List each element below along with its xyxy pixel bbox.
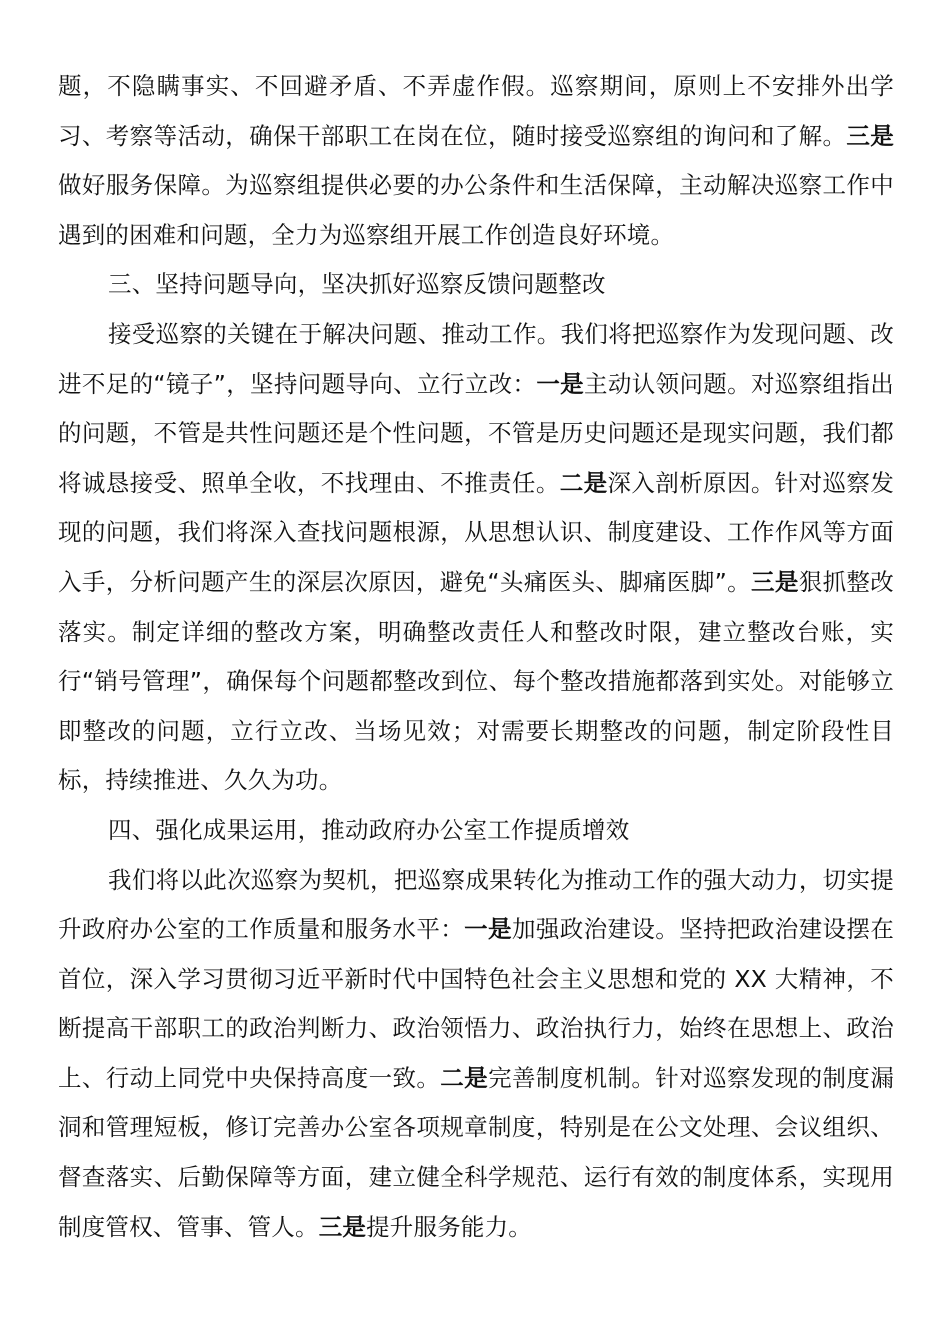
text-segment: 题，不隐瞒事实、不回避矛盾、不弄虚作假。巡察期间，原则上不安排外出学习、考察等活动，确保干部职工在岗在位，随时接受巡察组的询问和了解。 xyxy=(58,72,894,150)
text-segment: 提升服务能力。 xyxy=(366,1212,533,1241)
bold-ordinal: 一是 xyxy=(536,369,585,398)
text-segment: 接受巡察的关键在于解决问题、推动工作。我们将把巡察作为发现问题、改进不足的“镜子”，坚持问题导向、立行立改： xyxy=(58,319,894,398)
heading-text: 三、坚持问题导向，坚决抓好巡察反馈问题整改 xyxy=(108,270,606,299)
bold-ordinal: 三是 xyxy=(846,121,894,150)
text-segment: 完善制度机制。针对巡察发现的制度漏洞和管理短板，修订完善办公室各项规章制度，特别是在公文处理、会议组织、督查落实、后勤保障等方面，建立健全科学规范、运行有效的制度体系，实现用制度管权、管事、管人。 xyxy=(58,1063,895,1241)
text-segment: 加强政治建设。坚持把政治建设摆在首位，深入学习贯彻习近平新时代中国特色社会主义思想和党的 XX 大精神，不断提高干部职工的政治判断力、政治领悟力、政治执行力，始终在思想上、政治上、行动上同党中央保持高度一致。 xyxy=(58,915,895,1092)
bold-ordinal: 一是 xyxy=(464,915,512,944)
section-heading-4 xyxy=(58,806,894,856)
paragraph-section-4 xyxy=(58,856,894,1253)
paragraph-section-3 xyxy=(58,310,894,806)
heading-text: 四、强化成果运用，推动政府办公室工作提质增效 xyxy=(108,815,630,844)
bold-ordinal: 二是 xyxy=(440,1063,489,1092)
text-segment: 狠抓整改落实。制定详细的整改方案，明确整改责任人和整改时限，建立整改台账，实行“销号管理”，确保每个问题都整改到位、每个整改措施都落到实处。对能够立即整改的问题，立行立改、当场见效；对需要长期整改的问题，制定阶段性目标，持续推进、久久为功。 xyxy=(58,567,894,795)
text-segment: 深入剖析原因。针对巡察发现的问题，我们将深入查找问题根源，从思想认识、制度建设、工作作风等方面入手，分析问题产生的深层次原因，避免“头痛医头、脚痛医脚”。 xyxy=(58,468,895,596)
text-segment: 主动认领问题。对巡察组指出的问题，不管是共性问题还是个性问题，不管是历史问题还是现实问题，我们都将诚恳接受、照单全收，不找理由、不推责任。 xyxy=(58,369,894,497)
document-page xyxy=(58,62,894,1252)
bold-ordinal: 二是 xyxy=(559,468,608,497)
text-segment: 我们将以此次巡察为契机，把巡察成果转化为推动工作的强大动力，切实提升政府办公室的工作质量和服务水平： xyxy=(58,865,894,944)
bold-ordinal: 三是 xyxy=(318,1212,367,1241)
section-heading-3 xyxy=(58,260,894,310)
bold-ordinal: 三是 xyxy=(751,567,799,596)
text-segment: 做好服务保障。为巡察组提供必要的办公条件和生活保障，主动解决巡察工作中遇到的困难和问题，全力为巡察组开展工作创造良好环境。 xyxy=(58,171,894,249)
paragraph-continuation xyxy=(58,62,894,260)
